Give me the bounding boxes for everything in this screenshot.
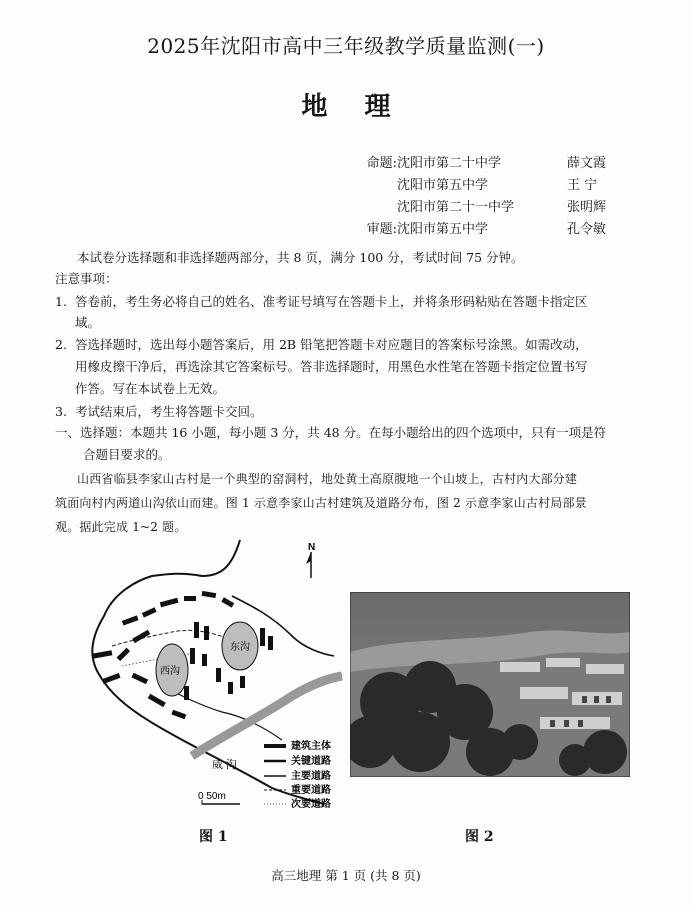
legend-item: 次要道路 bbox=[291, 799, 331, 810]
map-legend bbox=[264, 739, 331, 810]
notice-item-text: 答卷前，考生务必将自己的姓名、准考证号填写在答题卡上，并将条形码粘贴在答题卡指定区 bbox=[75, 294, 588, 309]
passage-text: 观。据此完成 1~2 题。 bbox=[55, 520, 187, 534]
notice-item-number: 1. bbox=[55, 294, 67, 309]
author-name: 薛文霞 bbox=[567, 156, 607, 171]
passage-text: 筑面向村内两道山沟依山而建。图 1 示意李家山古村建筑及道路分布，图 2 示意李家山古村局部景 bbox=[55, 496, 587, 510]
notice-item-number: 3. bbox=[55, 404, 67, 419]
figure-1-caption: 图 1 bbox=[199, 829, 228, 845]
legend-item: 关键道路 bbox=[291, 756, 331, 767]
section-heading: 一、选择题：本题共 16 小题，每小题 3 分，共 48 分。在每小题给出的四个选项中，只有一项是符 bbox=[55, 425, 607, 440]
figure-2-caption: 图 2 bbox=[465, 829, 494, 845]
author-name: 王 宁 bbox=[567, 178, 598, 193]
notice-item-text: 用橡皮擦干净后，再选涂其它答案标号。答非选择题时，用黑色水性笔在答题卡指定位置书写 bbox=[75, 359, 588, 374]
village-map-figure bbox=[72, 536, 348, 820]
notice-item-text: 答选择题时，选出每小题答案后，用 2B 铅笔把答题卡对应题目的答案标号涂黑。如需改动， bbox=[75, 337, 588, 352]
author-name: 孔令敏 bbox=[567, 222, 607, 237]
author-name: 张明辉 bbox=[567, 200, 607, 215]
notice-item-text: 考试结束后，考生将答题卡交回。 bbox=[75, 404, 263, 419]
legend-item: 重要道路 bbox=[291, 785, 331, 796]
author-row bbox=[353, 152, 606, 171]
notice-heading: 注意事项： bbox=[55, 271, 118, 286]
author-label: 命题: bbox=[366, 156, 397, 171]
exam-intro: 本试卷分选择题和非选择题两部分，共 8 页，满分 100 分，考试时间 75 分钟。 bbox=[77, 250, 524, 265]
exam-title: 2025年沈阳市高中三年级教学质量监测(一) bbox=[147, 34, 545, 58]
author-school: 沈阳市第二十一中学 bbox=[397, 200, 515, 215]
notice-item-text: 作答。写在本试卷上无效。 bbox=[75, 381, 226, 396]
page-footer: 高三地理 第 1 页 (共 8 页) bbox=[271, 868, 421, 883]
scale-label: 0 50m bbox=[198, 791, 226, 802]
author-row bbox=[353, 218, 606, 237]
author-label: 审题: bbox=[366, 222, 397, 237]
terrain-outline bbox=[92, 540, 324, 804]
scale-bar bbox=[198, 791, 240, 804]
east-valley-label: 东沟 bbox=[230, 642, 250, 653]
author-row bbox=[353, 196, 606, 215]
section-heading-continued: 合题目要求的。 bbox=[83, 447, 171, 462]
legend-item: 建筑主体 bbox=[291, 741, 331, 752]
author-school: 沈阳市第二十中学 bbox=[397, 156, 502, 171]
notice-item-number: 2. bbox=[55, 337, 67, 352]
author-school: 沈阳市第五中学 bbox=[397, 178, 489, 193]
author-row bbox=[353, 174, 597, 193]
legend-item: 主要道路 bbox=[291, 771, 331, 782]
north-arrow-icon bbox=[306, 542, 315, 578]
notice-item-text: 域。 bbox=[75, 315, 101, 330]
subject-title: 地 理 bbox=[301, 92, 405, 122]
village-landscape-photo bbox=[350, 592, 630, 777]
west-valley-label: 西沟 bbox=[160, 666, 180, 677]
gully-label: 威 沟 bbox=[212, 759, 237, 771]
author-school: 沈阳市第五中学 bbox=[397, 222, 489, 237]
passage-text: 山西省临县李家山古村是一个典型的窑洞村，地处黄土高原腹地一个山坡上，古村内大部分建 bbox=[77, 472, 578, 486]
north-label: N bbox=[308, 542, 316, 553]
